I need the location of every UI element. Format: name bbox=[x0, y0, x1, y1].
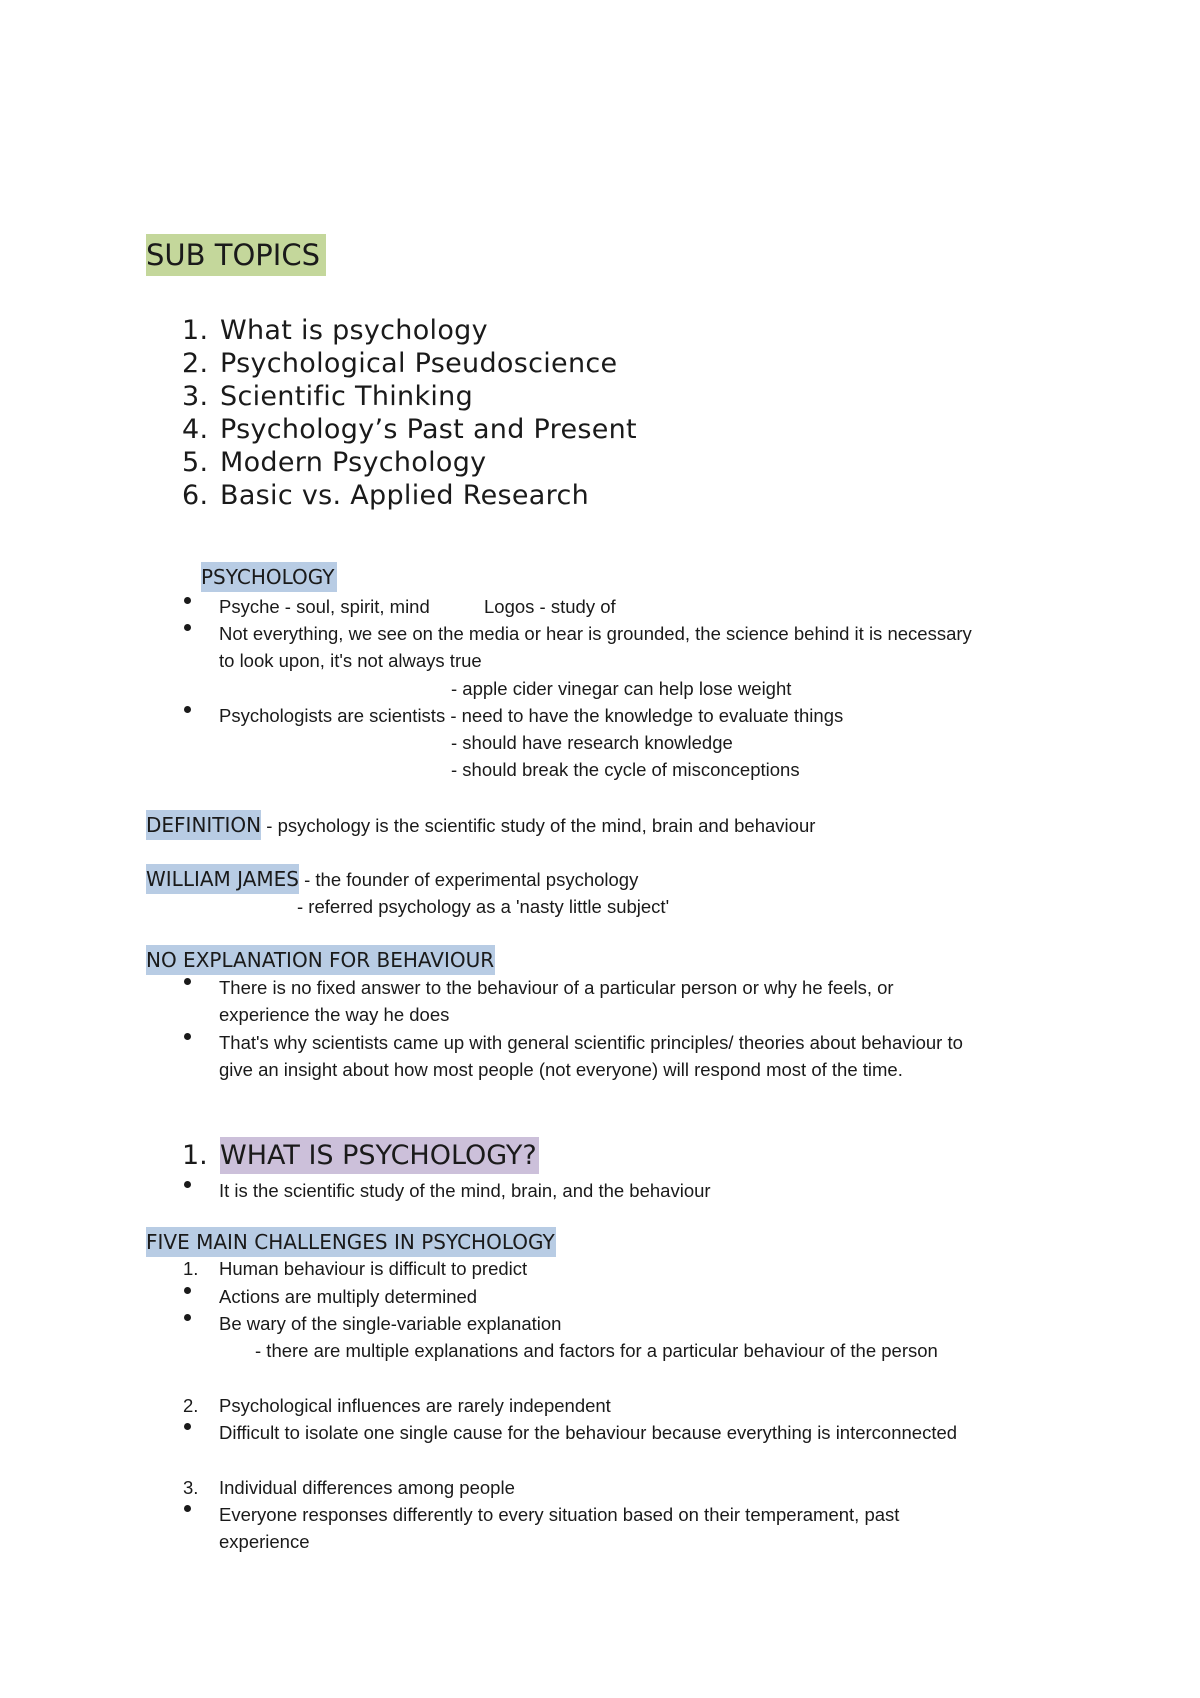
psychology-bullet-2-line2: to look upon, it's not always true bbox=[219, 650, 482, 671]
bullet-dot bbox=[184, 1287, 191, 1294]
subtopics-heading-text: SUB TOPICS bbox=[146, 234, 326, 276]
subtopic-item: 5. Modern Psychology bbox=[182, 447, 487, 478]
subtopic-item: 3. Scientific Thinking bbox=[182, 381, 474, 412]
william-james-line1 bbox=[146, 869, 638, 890]
section-1-bullet: It is the scientific study of the mind, brain, and the behaviour bbox=[219, 1180, 711, 1201]
bullet-dot bbox=[184, 1181, 191, 1188]
psychology-heading: PSYCHOLOGY bbox=[201, 567, 337, 587]
subtopic-item: 1. What is psychology bbox=[182, 315, 488, 346]
psychology-bullet-3-sub1: - should have research knowledge bbox=[451, 732, 733, 753]
subtopic-item: 2. Psychological Pseudoscience bbox=[182, 348, 618, 379]
definition-text: - psychology is the scientific study of the mind, brain and behaviour bbox=[261, 815, 816, 836]
no-explanation-bullet-2-line1: That's why scientists came up with general scientific principles/ theories about behaviour to bbox=[219, 1032, 963, 1053]
definition-label: DEFINITION bbox=[146, 810, 261, 840]
psychology-bullet-2-line1: Not everything, we see on the media or hear is grounded, the science behind it is necessary bbox=[219, 623, 972, 644]
psychology-bullet-1b: Logos - study of bbox=[484, 596, 616, 617]
no-explanation-bullet-2-line2: give an insight about how most people (not everyone) will respond most of the time. bbox=[219, 1059, 903, 1080]
bullet-dot bbox=[184, 1314, 191, 1321]
challenges-heading: FIVE MAIN CHALLENGES IN PSYCHOLOGY bbox=[146, 1232, 556, 1252]
challenge-2-bullet-1: Difficult to isolate one single cause for the behaviour because everything is interconnected bbox=[219, 1422, 958, 1443]
bullet-dot bbox=[184, 706, 191, 713]
psychology-bullet-2-sub: - apple cider vinegar can help lose weight bbox=[451, 678, 792, 699]
bullet-dot bbox=[184, 978, 191, 985]
challenge-1-bullet-2: Be wary of the single-variable explanation bbox=[219, 1313, 562, 1334]
william-james-label: WILLIAM JAMES bbox=[146, 864, 299, 894]
section-1-title: WHAT IS PSYCHOLOGY? bbox=[220, 1137, 539, 1174]
bullet-dot bbox=[184, 597, 191, 604]
challenge-2: Psychological influences are rarely independent bbox=[219, 1395, 611, 1416]
no-explanation-bullet-1-line2: experience the way he does bbox=[219, 1004, 450, 1025]
william-james-text1: - the founder of experimental psychology bbox=[298, 869, 639, 890]
definition-line bbox=[146, 815, 815, 836]
bullet-dot bbox=[184, 1033, 191, 1040]
bullet-dot bbox=[184, 1423, 191, 1430]
section-1-heading bbox=[182, 1142, 539, 1169]
challenge-1-sub: - there are multiple explanations and factors for a particular behaviour of the person bbox=[255, 1340, 938, 1361]
subtopic-item: 4. Psychology’s Past and Present bbox=[182, 414, 637, 445]
challenge-3-bullet-1-line2: experience bbox=[219, 1531, 310, 1552]
challenge-3-number: 3. bbox=[183, 1477, 199, 1498]
no-explanation-bullet-1-line1: There is no fixed answer to the behaviour of a particular person or why he feels, or bbox=[219, 977, 894, 998]
william-james-line2: - referred psychology as a 'nasty little subject' bbox=[297, 896, 670, 917]
challenge-1: Human behaviour is difficult to predict bbox=[219, 1258, 528, 1279]
challenge-1-bullet-1: Actions are multiply determined bbox=[219, 1286, 478, 1307]
psychology-bullet-3: Psychologists are scientists - need to have the knowledge to evaluate things bbox=[219, 705, 844, 726]
challenge-3: Individual differences among people bbox=[219, 1477, 515, 1498]
section-1-number: 1. bbox=[182, 1140, 208, 1171]
psychology-bullet-3-sub2: - should break the cycle of misconceptions bbox=[451, 759, 800, 780]
challenge-1-number: 1. bbox=[183, 1258, 199, 1279]
psychology-bullet-1a: Psyche - soul, spirit, mind bbox=[219, 596, 430, 617]
subtopic-item: 6. Basic vs. Applied Research bbox=[182, 480, 590, 511]
no-explanation-heading: NO EXPLANATION FOR BEHAVIOUR bbox=[146, 950, 495, 970]
bullet-dot bbox=[184, 624, 191, 631]
challenge-2-number: 2. bbox=[183, 1395, 199, 1416]
subtopics-heading bbox=[146, 238, 330, 273]
challenge-3-bullet-1-line1: Everyone responses differently to every situation based on their temperament, past bbox=[219, 1504, 900, 1525]
bullet-dot bbox=[184, 1505, 191, 1512]
